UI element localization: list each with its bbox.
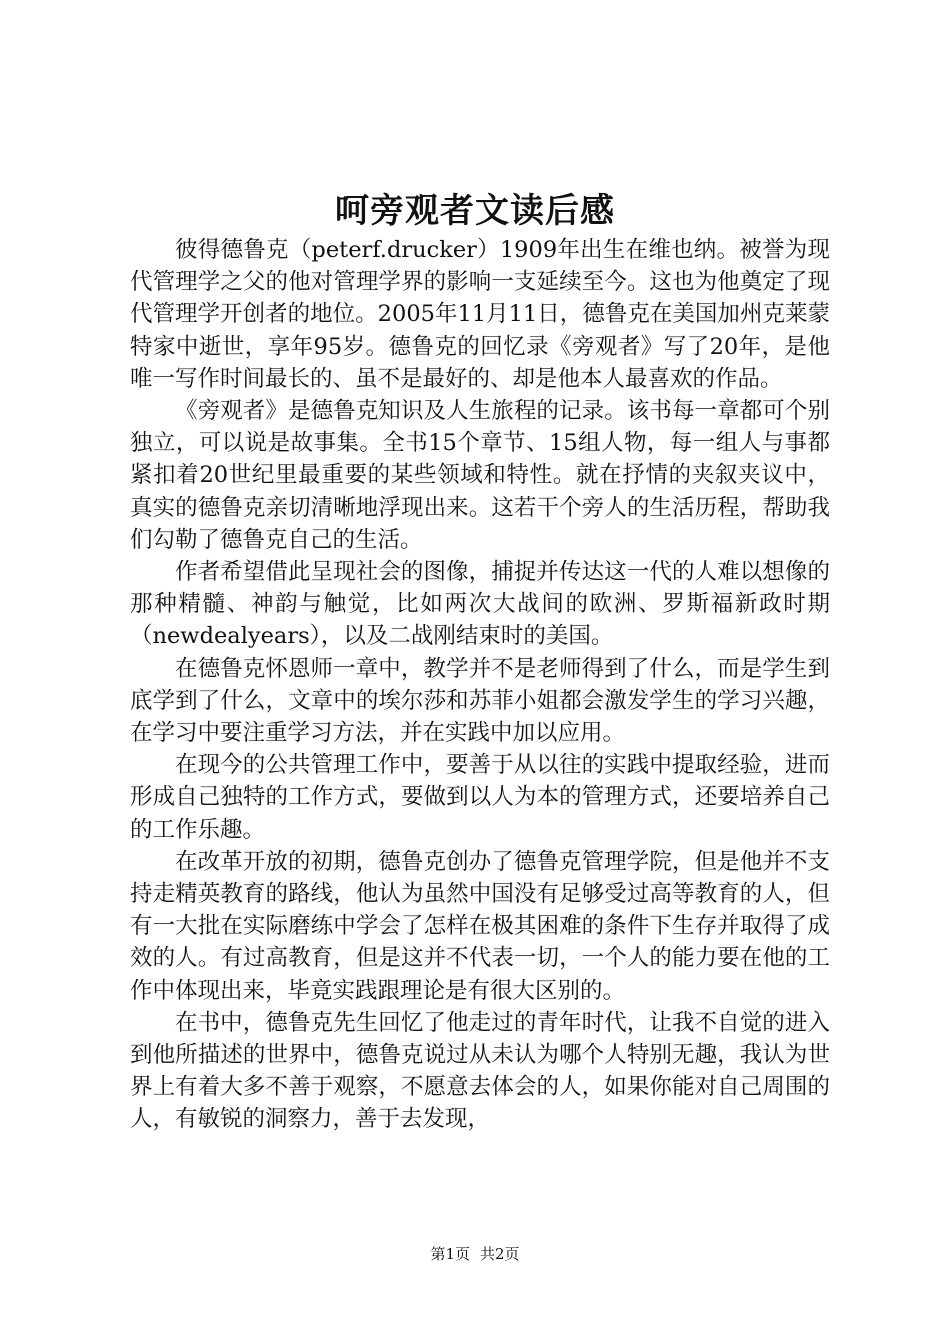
paragraph: 《旁观者》是德鲁克知识及人生旅程的记录。该书每一章都可个别独立，可以说是故事集。全书15个章节、15组人物，每一组人与事都紧扣着20世纪里最重要的某些领域和特性。就在抒情的夹叙夹议中，真实的德鲁克亲切清晰地浮现出来。这若干个旁人的生活历程，帮助我们勾勒了德鲁克自己的生活。 bbox=[130, 398, 830, 553]
page-number: 第1页 bbox=[430, 1245, 470, 1263]
paragraph: 彼得德鲁克（peterf.drucker）1909年出生在维也纳。被誉为现代管理学之父的他对管理学界的影响一支延续至今。这也为他奠定了现代管理学开创者的地位。2005年11月11日，德鲁克在美国加州克莱蒙特家中逝世，享年95岁。德鲁克的回忆录《旁观者》写了20年，是他唯一写作时间最长的、虽不是最好的、却是他本人最喜欢的作品。 bbox=[130, 237, 830, 392]
document-body bbox=[130, 234, 830, 1136]
paragraph: 在书中，德鲁克先生回忆了他走过的青年时代，让我不自觉的进入到他所描述的世界中，德鲁克说过从未认为哪个人特别无趣，我认为世界上有着大多不善于观察，不愿意去体会的人，如果你能对自己周围的人，有敏锐的洞察力，善于去发现， bbox=[130, 1009, 830, 1133]
page-total: 共2页 bbox=[480, 1245, 520, 1263]
paragraph: 在现今的公共管理工作中，要善于从以往的实践中提取经验，进而形成自己独特的工作方式，要做到以人为本的管理方式，还要培养自己的工作乐趣。 bbox=[130, 752, 830, 843]
paragraph: 在德鲁克怀恩师一章中，教学并不是老师得到了什么，而是学生到底学到了什么，文章中的埃尔莎和苏菲小姐都会激发学生的学习兴趣，在学习中要注重学习方法，并在实践中加以应用。 bbox=[130, 655, 830, 747]
document-title: 呵旁观者文读后感 bbox=[335, 191, 615, 231]
paragraph: 作者希望借此呈现社会的图像，捕捉并传达这一代的人难以想像的那种精髓、神韵与触觉，比如两次大战间的欧洲、罗斯福新政时期（newdealyears），以及二战刚结束时的美国。 bbox=[130, 559, 830, 650]
page-footer bbox=[0, 1243, 950, 1264]
paragraph: 在改革开放的初期，德鲁克创办了德鲁克管理学院，但是他并不支持走精英教育的路线，他认为虽然中国没有足够受过高等教育的人，但有一大批在实际磨练中学会了怎样在极其困难的条件下生存并取得了成效的人。有过高教育，但是这并不代表一切，一个人的能力要在他的工作中体现出来，毕竟实践跟理论是有很大区别的。 bbox=[130, 848, 830, 1004]
